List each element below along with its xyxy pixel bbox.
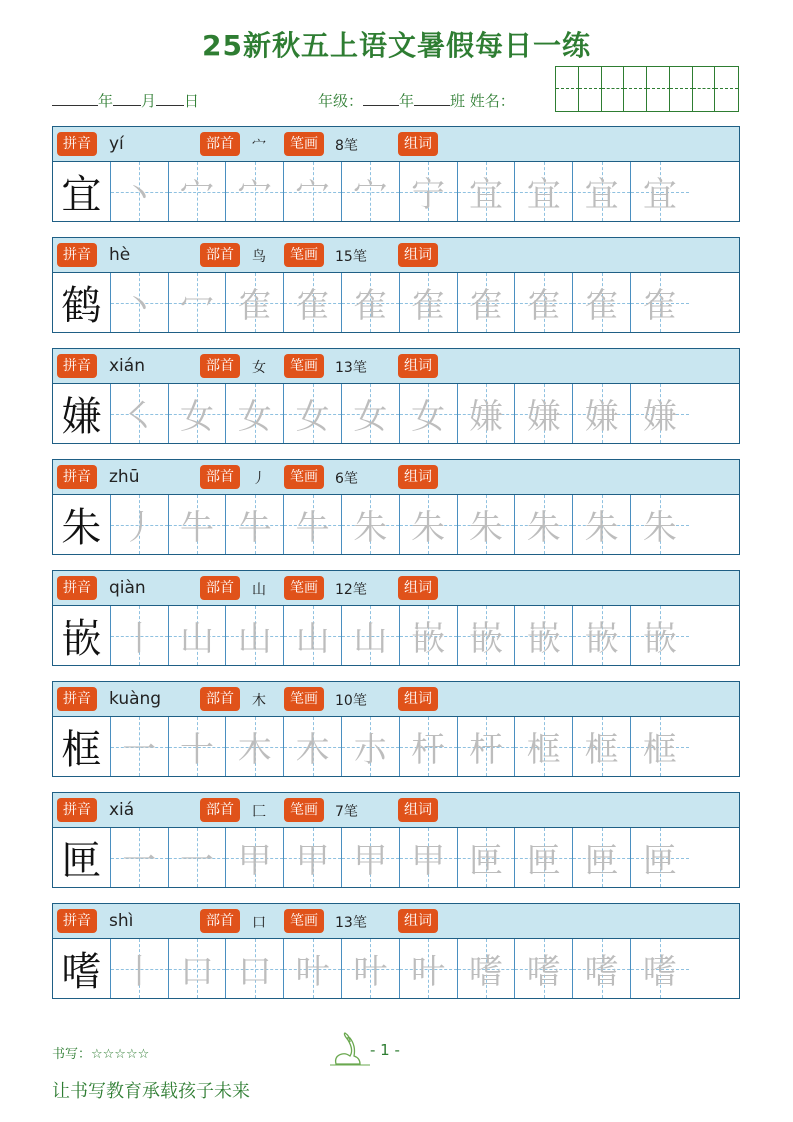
stroke-order-character: 朱 bbox=[526, 508, 561, 548]
character-practice-block bbox=[52, 570, 740, 666]
trace-cell[interactable] bbox=[111, 495, 169, 554]
page-number-area bbox=[330, 1030, 426, 1070]
trace-cell[interactable] bbox=[226, 717, 284, 776]
pinyin-tag: 拼音 bbox=[57, 798, 97, 822]
stroke-order-character: ㇛ bbox=[122, 397, 157, 437]
words-tag: 组词 bbox=[398, 909, 438, 933]
writing-cells bbox=[53, 939, 739, 998]
character-practice-block bbox=[52, 792, 740, 888]
stroke-order-character: 女 bbox=[237, 397, 272, 437]
year-label: 年 bbox=[98, 92, 114, 110]
name-grid-cell[interactable] bbox=[647, 89, 670, 111]
radical-value: 匚 bbox=[252, 804, 266, 820]
stroke-order-character: 甲 bbox=[411, 841, 446, 881]
pinyin-tag: 拼音 bbox=[57, 687, 97, 711]
trace-cell[interactable] bbox=[458, 162, 516, 221]
trace-cell[interactable] bbox=[342, 828, 400, 887]
trace-cell[interactable] bbox=[573, 273, 631, 332]
stroke-order-character: 宜 bbox=[642, 175, 677, 215]
writing-cells bbox=[53, 606, 739, 665]
trace-cell[interactable] bbox=[458, 606, 516, 665]
pinyin-tag: 拼音 bbox=[57, 132, 97, 156]
stroke-order-character: 隺 bbox=[353, 286, 388, 326]
stroke-order-character: 口 bbox=[179, 952, 214, 992]
writing-cells bbox=[53, 273, 739, 332]
pinyin-value: xián bbox=[109, 356, 145, 376]
trace-cell[interactable] bbox=[515, 606, 573, 665]
name-grid-cell[interactable] bbox=[579, 89, 602, 111]
trace-cell[interactable] bbox=[458, 384, 516, 443]
pinyin-value: hè bbox=[109, 245, 131, 265]
stroke-order-character: 女 bbox=[353, 397, 388, 437]
character-practice-block bbox=[52, 459, 740, 555]
month-blank[interactable] bbox=[113, 91, 141, 106]
trace-cell[interactable] bbox=[111, 162, 169, 221]
trace-cell[interactable] bbox=[400, 273, 458, 332]
stroke-order-character: 冖 bbox=[179, 286, 214, 326]
radical-value: 山 bbox=[252, 582, 266, 598]
trace-cell[interactable] bbox=[342, 606, 400, 665]
words-tag: 组词 bbox=[398, 132, 438, 156]
model-character-cell bbox=[53, 162, 111, 221]
name-grid-cell[interactable] bbox=[670, 67, 693, 89]
trace-cell[interactable] bbox=[342, 717, 400, 776]
strokes-value: 15笔 bbox=[335, 249, 367, 265]
stroke-order-character: 甲 bbox=[295, 841, 330, 881]
character-practice-block bbox=[52, 126, 740, 222]
character-info-row bbox=[53, 238, 739, 273]
stroke-order-character: 一 bbox=[179, 841, 214, 881]
stroke-order-character: 丨 bbox=[122, 952, 157, 992]
trace-cell[interactable] bbox=[169, 828, 227, 887]
stroke-order-character: 宜 bbox=[526, 175, 561, 215]
stroke-order-character: 宜 bbox=[584, 175, 619, 215]
slogan: 让书写教育承载孩子未来 bbox=[52, 1081, 250, 1102]
strokes-tag: 笔画 bbox=[284, 576, 324, 600]
character-info-row bbox=[53, 904, 739, 939]
strokes-value: 13笔 bbox=[335, 915, 367, 931]
stroke-order-character: 嵌 bbox=[584, 619, 619, 659]
name-grid-cell[interactable] bbox=[602, 89, 625, 111]
stroke-order-character: 甲 bbox=[353, 841, 388, 881]
stroke-order-character: 嵌 bbox=[411, 619, 446, 659]
grade-year-label: 年 bbox=[399, 92, 415, 110]
stroke-order-character: 甲 bbox=[237, 841, 272, 881]
trace-cell[interactable] bbox=[169, 273, 227, 332]
stroke-order-character: 嫌 bbox=[642, 397, 677, 437]
model-character: 鹤 bbox=[61, 283, 102, 329]
trace-cell[interactable] bbox=[458, 273, 516, 332]
stroke-order-character: 隺 bbox=[642, 286, 677, 326]
stroke-order-character: 隺 bbox=[237, 286, 272, 326]
trace-cell[interactable] bbox=[573, 162, 631, 221]
class-blank[interactable] bbox=[414, 91, 450, 106]
trace-cell[interactable] bbox=[631, 162, 689, 221]
name-grid-cell[interactable] bbox=[715, 67, 738, 89]
trace-cell[interactable] bbox=[573, 495, 631, 554]
trace-cell[interactable] bbox=[515, 717, 573, 776]
radical-value: 丿 bbox=[252, 471, 266, 487]
stroke-order-character: 匣 bbox=[642, 841, 677, 881]
stroke-order-character: 框 bbox=[584, 730, 619, 770]
character-info-row bbox=[53, 127, 739, 162]
trace-cell[interactable] bbox=[573, 606, 631, 665]
pinyin-value: yí bbox=[109, 134, 124, 154]
stroke-order-character: 嫌 bbox=[584, 397, 619, 437]
trace-cell[interactable] bbox=[631, 495, 689, 554]
day-blank[interactable] bbox=[156, 91, 184, 106]
radical-value: 鸟 bbox=[252, 249, 266, 265]
stroke-order-character: 牛 bbox=[179, 508, 214, 548]
stroke-order-character: 朱 bbox=[468, 508, 503, 548]
stroke-order-character: 宀 bbox=[237, 175, 272, 215]
strokes-tag: 笔画 bbox=[284, 909, 324, 933]
words-tag: 组词 bbox=[398, 465, 438, 489]
stroke-order-character: 隺 bbox=[468, 286, 503, 326]
stroke-order-character: 杆 bbox=[411, 730, 446, 770]
trace-cell[interactable] bbox=[515, 495, 573, 554]
stroke-order-character: 叶 bbox=[295, 952, 330, 992]
strokes-value: 7笔 bbox=[335, 804, 358, 820]
writing-cells bbox=[53, 717, 739, 776]
stroke-order-character: 嫌 bbox=[468, 397, 503, 437]
stroke-order-character: 嫌 bbox=[526, 397, 561, 437]
strokes-tag: 笔画 bbox=[284, 354, 324, 378]
stroke-order-character: 隺 bbox=[584, 286, 619, 326]
character-practice-block bbox=[52, 348, 740, 444]
trace-cell[interactable] bbox=[400, 384, 458, 443]
date-line bbox=[52, 90, 199, 111]
trace-cell[interactable] bbox=[284, 273, 342, 332]
trace-cell[interactable] bbox=[631, 384, 689, 443]
trace-cell[interactable] bbox=[573, 717, 631, 776]
trace-cell[interactable] bbox=[400, 162, 458, 221]
stroke-order-character: 女 bbox=[295, 397, 330, 437]
strokes-value: 12笔 bbox=[335, 582, 367, 598]
stroke-order-character: 女 bbox=[179, 397, 214, 437]
writing-cells bbox=[53, 828, 739, 887]
character-info-row bbox=[53, 682, 739, 717]
radical-tag: 部首 bbox=[200, 798, 240, 822]
character-info-row bbox=[53, 793, 739, 828]
stroke-order-character: 隺 bbox=[411, 286, 446, 326]
stroke-order-character: 牛 bbox=[237, 508, 272, 548]
trace-cell[interactable] bbox=[458, 828, 516, 887]
words-tag: 组词 bbox=[398, 687, 438, 711]
stroke-order-character: 丨 bbox=[122, 619, 157, 659]
pinyin-tag: 拼音 bbox=[57, 576, 97, 600]
radical-value: 口 bbox=[252, 915, 266, 931]
trace-cell[interactable] bbox=[111, 939, 169, 998]
trace-cell[interactable] bbox=[573, 828, 631, 887]
trace-cell[interactable] bbox=[515, 162, 573, 221]
words-tag: 组词 bbox=[398, 576, 438, 600]
trace-cell[interactable] bbox=[169, 717, 227, 776]
trace-cell[interactable] bbox=[515, 384, 573, 443]
model-character: 框 bbox=[61, 727, 102, 773]
trace-cell[interactable] bbox=[342, 162, 400, 221]
stroke-order-character: 十 bbox=[179, 730, 214, 770]
trace-cell[interactable] bbox=[400, 828, 458, 887]
name-grid-cell[interactable] bbox=[693, 89, 716, 111]
model-character: 嫌 bbox=[61, 394, 102, 440]
rabbit-icon bbox=[330, 1030, 370, 1070]
writing-cells bbox=[53, 495, 739, 554]
words-tag: 组词 bbox=[398, 243, 438, 267]
name-grid-cell[interactable] bbox=[647, 67, 670, 89]
stroke-order-character: 宀 bbox=[295, 175, 330, 215]
trace-cell[interactable] bbox=[458, 939, 516, 998]
trace-cell[interactable] bbox=[284, 717, 342, 776]
trace-cell[interactable] bbox=[342, 939, 400, 998]
trace-cell[interactable] bbox=[458, 717, 516, 776]
stroke-order-character: 山 bbox=[353, 619, 388, 659]
strokes-value: 13笔 bbox=[335, 360, 367, 376]
stroke-order-character: 宁 bbox=[411, 175, 446, 215]
model-character-cell bbox=[53, 717, 111, 776]
stroke-order-character: 杆 bbox=[468, 730, 503, 770]
stroke-order-character: 女 bbox=[411, 397, 446, 437]
pinyin-tag: 拼音 bbox=[57, 465, 97, 489]
stroke-order-character: 宜 bbox=[468, 175, 503, 215]
character-practice-block bbox=[52, 237, 740, 333]
character-info-row bbox=[53, 349, 739, 384]
trace-cell[interactable] bbox=[226, 828, 284, 887]
strokes-tag: 笔画 bbox=[284, 798, 324, 822]
stroke-order-character: 框 bbox=[526, 730, 561, 770]
stroke-order-character: 匣 bbox=[468, 841, 503, 881]
trace-cell[interactable] bbox=[400, 939, 458, 998]
pinyin-value: shì bbox=[109, 911, 134, 931]
day-label: 日 bbox=[184, 92, 200, 110]
name-grid-cell[interactable] bbox=[670, 89, 693, 111]
model-character-cell bbox=[53, 828, 111, 887]
trace-cell[interactable] bbox=[458, 495, 516, 554]
trace-cell[interactable] bbox=[515, 828, 573, 887]
model-character-cell bbox=[53, 939, 111, 998]
stroke-order-character: 朱 bbox=[411, 508, 446, 548]
stroke-order-character: 朱 bbox=[584, 508, 619, 548]
grade-line bbox=[318, 90, 515, 111]
radical-value: 女 bbox=[252, 360, 266, 376]
trace-cell[interactable] bbox=[284, 162, 342, 221]
radical-value: 宀 bbox=[252, 138, 266, 154]
strokes-tag: 笔画 bbox=[284, 687, 324, 711]
trace-cell[interactable] bbox=[573, 939, 631, 998]
trace-cell[interactable] bbox=[169, 495, 227, 554]
stroke-order-character: 嗜 bbox=[642, 952, 677, 992]
trace-cell[interactable] bbox=[284, 384, 342, 443]
pinyin-value: kuàng bbox=[109, 689, 162, 709]
stroke-order-character: 木 bbox=[237, 730, 272, 770]
trace-cell[interactable] bbox=[226, 606, 284, 665]
pinyin-tag: 拼音 bbox=[57, 909, 97, 933]
trace-cell[interactable] bbox=[111, 273, 169, 332]
name-grid-cell[interactable] bbox=[602, 67, 625, 89]
trace-cell[interactable] bbox=[573, 384, 631, 443]
trace-cell[interactable] bbox=[169, 162, 227, 221]
trace-cell[interactable] bbox=[284, 939, 342, 998]
name-grid-cell[interactable] bbox=[579, 67, 602, 89]
trace-cell[interactable] bbox=[226, 273, 284, 332]
radical-tag: 部首 bbox=[200, 687, 240, 711]
strokes-tag: 笔画 bbox=[284, 132, 324, 156]
model-character-cell bbox=[53, 495, 111, 554]
radical-value: 木 bbox=[252, 693, 266, 709]
trace-cell[interactable] bbox=[226, 495, 284, 554]
stroke-order-character: 嵌 bbox=[642, 619, 677, 659]
strokes-value: 8笔 bbox=[335, 138, 358, 154]
name-grid-cell[interactable] bbox=[556, 89, 579, 111]
writing-cells bbox=[53, 384, 739, 443]
stroke-order-character: 宀 bbox=[179, 175, 214, 215]
trace-cell[interactable] bbox=[111, 717, 169, 776]
trace-cell[interactable] bbox=[284, 495, 342, 554]
stroke-order-character: 叶 bbox=[353, 952, 388, 992]
words-tag: 组词 bbox=[398, 798, 438, 822]
trace-cell[interactable] bbox=[631, 939, 689, 998]
radical-tag: 部首 bbox=[200, 354, 240, 378]
character-info-row bbox=[53, 460, 739, 495]
stroke-order-character: 山 bbox=[295, 619, 330, 659]
name-writing-grid[interactable] bbox=[555, 66, 739, 112]
model-character: 宜 bbox=[61, 172, 102, 218]
trace-cell[interactable] bbox=[226, 384, 284, 443]
stroke-order-character: 叶 bbox=[411, 952, 446, 992]
writing-cells bbox=[53, 162, 739, 221]
pinyin-value: xiá bbox=[109, 800, 135, 820]
trace-cell[interactable] bbox=[226, 939, 284, 998]
trace-cell[interactable] bbox=[342, 384, 400, 443]
stroke-order-character: 丿 bbox=[122, 508, 157, 548]
stroke-order-character: 嗜 bbox=[526, 952, 561, 992]
stroke-order-character: 朩 bbox=[353, 730, 388, 770]
trace-cell[interactable] bbox=[111, 384, 169, 443]
name-grid-cell[interactable] bbox=[556, 67, 579, 89]
trace-cell[interactable] bbox=[631, 606, 689, 665]
pinyin-value: qiàn bbox=[109, 578, 146, 598]
strokes-tag: 笔画 bbox=[284, 465, 324, 489]
trace-cell[interactable] bbox=[284, 606, 342, 665]
stroke-order-character: 木 bbox=[295, 730, 330, 770]
stroke-order-character: 朱 bbox=[353, 508, 388, 548]
model-character: 朱 bbox=[61, 505, 102, 551]
radical-tag: 部首 bbox=[200, 465, 240, 489]
radical-tag: 部首 bbox=[200, 576, 240, 600]
trace-cell[interactable] bbox=[169, 384, 227, 443]
character-info-row bbox=[53, 571, 739, 606]
name-grid-cell[interactable] bbox=[693, 67, 716, 89]
stroke-order-character: 嵌 bbox=[526, 619, 561, 659]
stroke-order-character: 宀 bbox=[353, 175, 388, 215]
radical-tag: 部首 bbox=[200, 132, 240, 156]
trace-cell[interactable] bbox=[169, 606, 227, 665]
strokes-tag: 笔画 bbox=[284, 243, 324, 267]
pinyin-tag: 拼音 bbox=[57, 354, 97, 378]
trace-cell[interactable] bbox=[631, 273, 689, 332]
stroke-order-character: 山 bbox=[237, 619, 272, 659]
character-practice-block bbox=[52, 903, 740, 999]
radical-tag: 部首 bbox=[200, 243, 240, 267]
stroke-order-character: 隺 bbox=[526, 286, 561, 326]
trace-cell[interactable] bbox=[342, 495, 400, 554]
model-character: 嵌 bbox=[61, 616, 102, 662]
trace-cell[interactable] bbox=[400, 606, 458, 665]
words-tag: 组词 bbox=[398, 354, 438, 378]
stroke-order-character: 朱 bbox=[642, 508, 677, 548]
model-character: 匣 bbox=[61, 838, 102, 884]
trace-cell[interactable] bbox=[169, 939, 227, 998]
model-character-cell bbox=[53, 273, 111, 332]
name-grid-cell[interactable] bbox=[624, 67, 647, 89]
trace-cell[interactable] bbox=[342, 273, 400, 332]
pinyin-value: zhū bbox=[109, 467, 140, 487]
strokes-value: 10笔 bbox=[335, 693, 367, 709]
month-label: 月 bbox=[141, 92, 157, 110]
trace-cell[interactable] bbox=[226, 162, 284, 221]
name-grid-cell[interactable] bbox=[624, 89, 647, 111]
stroke-order-character: 丶 bbox=[122, 286, 157, 326]
model-character-cell bbox=[53, 606, 111, 665]
stroke-order-character: 丶 bbox=[122, 175, 157, 215]
stroke-order-character: 匣 bbox=[584, 841, 619, 881]
model-character-cell bbox=[53, 384, 111, 443]
class-name-label: 班 姓名： bbox=[450, 92, 515, 110]
trace-cell[interactable] bbox=[515, 273, 573, 332]
trace-cell[interactable] bbox=[400, 717, 458, 776]
trace-cell[interactable] bbox=[515, 939, 573, 998]
rating-label: 书写：☆☆☆☆☆ bbox=[52, 1047, 150, 1062]
stroke-order-character: 一 bbox=[122, 841, 157, 881]
stroke-order-character: 框 bbox=[642, 730, 677, 770]
year-blank[interactable] bbox=[52, 91, 98, 106]
stroke-order-character: 嵌 bbox=[468, 619, 503, 659]
character-practice-block bbox=[52, 681, 740, 777]
grade-label: 年级： bbox=[318, 92, 364, 110]
trace-cell[interactable] bbox=[111, 606, 169, 665]
trace-cell[interactable] bbox=[284, 828, 342, 887]
page-number: - 1 - bbox=[370, 1041, 400, 1059]
strokes-value: 6笔 bbox=[335, 471, 358, 487]
stroke-order-character: 嗜 bbox=[584, 952, 619, 992]
trace-cell[interactable] bbox=[400, 495, 458, 554]
trace-cell[interactable] bbox=[631, 828, 689, 887]
stroke-order-character: 口 bbox=[237, 952, 272, 992]
stroke-order-character: 山 bbox=[179, 619, 214, 659]
page-title: 25新秋五上语文暑假每日一练 bbox=[202, 29, 591, 62]
stroke-order-character: 牛 bbox=[295, 508, 330, 548]
name-grid-cell[interactable] bbox=[715, 89, 738, 111]
trace-cell[interactable] bbox=[631, 717, 689, 776]
model-character: 嗜 bbox=[61, 949, 102, 995]
stroke-order-character: 嗜 bbox=[468, 952, 503, 992]
grade-blank[interactable] bbox=[363, 91, 399, 106]
pinyin-tag: 拼音 bbox=[57, 243, 97, 267]
radical-tag: 部首 bbox=[200, 909, 240, 933]
stroke-order-character: 一 bbox=[122, 730, 157, 770]
stroke-order-character: 隺 bbox=[295, 286, 330, 326]
trace-cell[interactable] bbox=[111, 828, 169, 887]
stroke-order-character: 匣 bbox=[526, 841, 561, 881]
